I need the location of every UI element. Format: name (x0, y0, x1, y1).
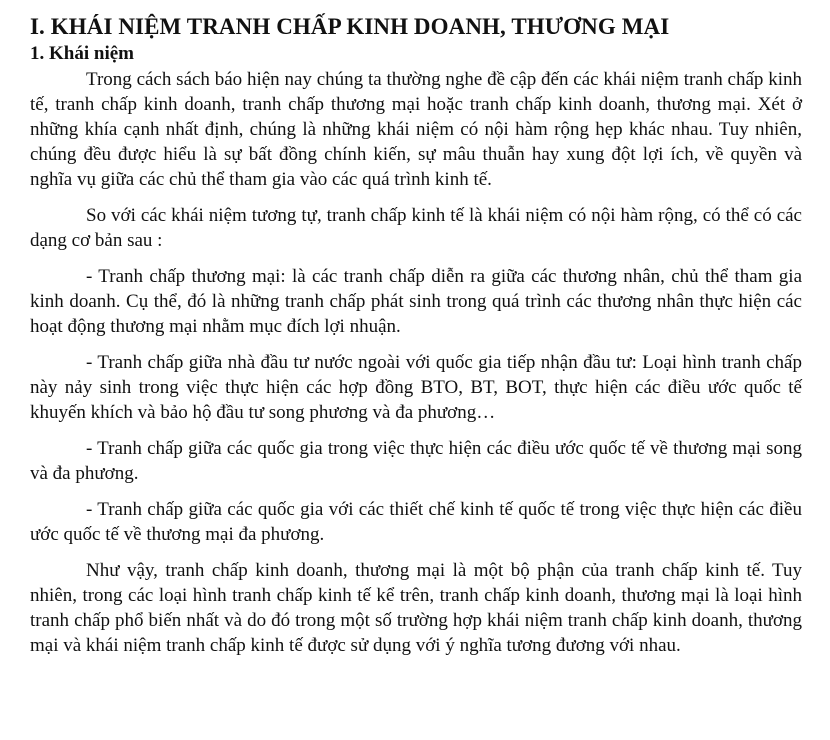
paragraph-comparison: So với các khái niệm tương tự, tranh chấp kinh tế là khái niệm có nội hàm rộng, có thể có các dạng cơ bản sau : (30, 205, 802, 251)
paragraph-intro: Trong cách sách báo hiện nay chúng ta thường nghe đề cập đến các khái niệm tranh chấp kinh tế, tranh chấp kinh doanh, tranh chấp thương mại hoặc tranh chấp kinh doanh, thương mại. Xét ở những khía cạnh nhất định, chúng là những khái niệm có nội hàm rộng hẹp khác nhau. Tuy nhiên, chúng đều được hiểu là sự bất đồng chính kiến, sự mâu thuẫn hay xung đột lợi ích, về quyền và nghĩa vụ giữa các chủ thể tham gia vào các quá trình kinh tế. (30, 69, 802, 190)
paragraph-investor-state-dispute: - Tranh chấp giữa nhà đầu tư nước ngoài với quốc gia tiếp nhận đầu tư: Loại hình tranh chấp này nảy sinh trong việc thực hiện các hợp đồng BTO, BT, BOT, thực hiện các điều ước quốc tế khuyến khích và bảo hộ đầu tư song phương và đa phương… (30, 352, 802, 423)
paragraph-commercial-dispute: - Tranh chấp thương mại: là các tranh chấp diễn ra giữa các thương nhân, chủ thể tham gia kinh doanh. Cụ thể, đó là những tranh chấp phát sinh trong quá trình các thương nhân thực hiện các hoạt động thương mại nhằm mục đích lợi nhuận. (30, 266, 802, 337)
section-heading: I. KHÁI NIỆM TRANH CHẤP KINH DOANH, THƯƠNG MẠI (30, 14, 670, 39)
paragraph-interstate-dispute: - Tranh chấp giữa các quốc gia trong việc thực hiện các điều ước quốc tế về thương mại song và đa phương. (30, 438, 802, 484)
paragraph-institution-dispute: - Tranh chấp giữa các quốc gia với các thiết chế kinh tế quốc tế trong việc thực hiện các điều ước quốc tế về thương mại đa phương. (30, 499, 802, 545)
subsection-heading: 1. Khái niệm (30, 43, 134, 64)
paragraph-conclusion: Như vậy, tranh chấp kinh doanh, thương mại là một bộ phận của tranh chấp kinh tế. Tuy nhiên, trong các loại hình tranh chấp kinh tế kể trên, tranh chấp kinh doanh, thương mại là loại hình tranh chấp phổ biến nhất và do đó trong một số trường hợp khái niệm tranh chấp kinh doanh, thương mại và khái niệm tranh chấp kinh tế được sử dụng với ý nghĩa tương đương với nhau. (30, 560, 802, 656)
